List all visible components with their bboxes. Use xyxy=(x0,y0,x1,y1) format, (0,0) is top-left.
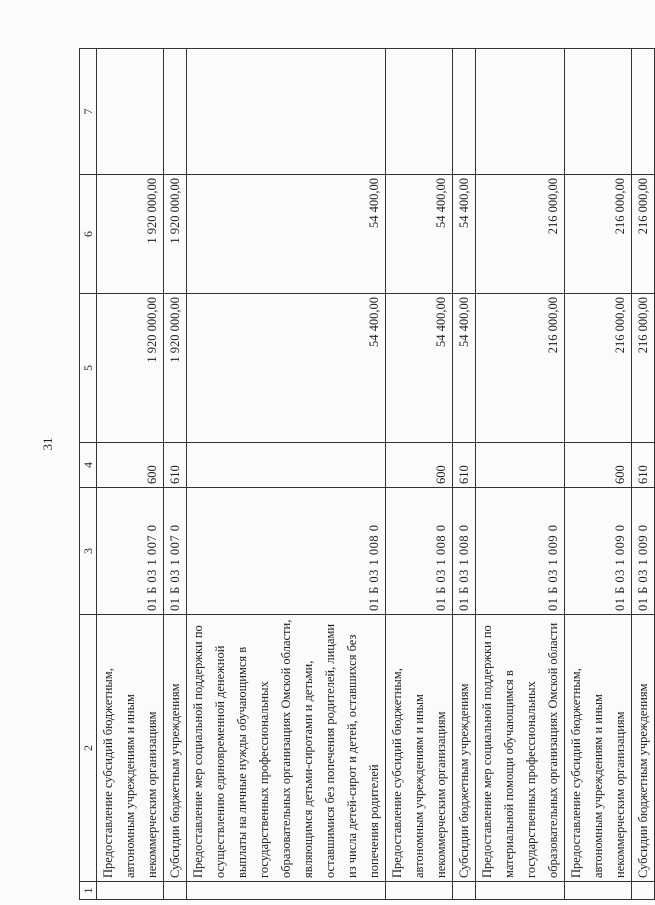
col-header-5: 5 xyxy=(80,294,97,443)
expense-type-cell: 600 xyxy=(565,443,632,488)
budget-code-cell: 01 Б 03 1 009 0 xyxy=(632,488,655,615)
expense-name-cell: Субсидии бюджетным учреждениям xyxy=(632,615,655,882)
amount-col5-cell: 216 000,00 xyxy=(565,294,632,443)
col-header-7: 7 xyxy=(80,49,97,175)
amount-col6-cell: 216 000,00 xyxy=(565,175,632,294)
amount-col6-cell: 216 000,00 xyxy=(632,175,655,294)
table-row xyxy=(187,49,386,900)
col-header-4: 4 xyxy=(80,443,97,488)
table-row xyxy=(164,49,187,900)
amount-col7-cell xyxy=(453,49,476,175)
amount-col5-cell: 216 000,00 xyxy=(632,294,655,443)
amount-col5-cell: 54 400,00 xyxy=(386,294,453,443)
budget-code-cell: 01 Б 03 1 008 0 xyxy=(187,488,386,615)
expense-type-cell: 600 xyxy=(386,443,453,488)
amount-col5-cell: 54 400,00 xyxy=(187,294,386,443)
expense-type-cell: 610 xyxy=(632,443,655,488)
expense-type-cell: 600 xyxy=(97,443,164,488)
page-number: 31 xyxy=(40,437,55,451)
budget-table xyxy=(79,48,655,900)
table-row xyxy=(565,49,632,900)
expense-type-cell: 610 xyxy=(164,443,187,488)
expense-name-cell: Предоставление субсидий бюджетным, автономным учреждениям и иным некоммерческим организациям xyxy=(565,615,632,882)
amount-col5-cell: 1 920 000,00 xyxy=(97,294,164,443)
expense-type-cell: 610 xyxy=(453,443,476,488)
col-header-3: 3 xyxy=(80,488,97,615)
header-row xyxy=(80,49,97,900)
amount-col6-cell: 216 000,00 xyxy=(476,175,565,294)
budget-code-cell: 01 Б 03 1 009 0 xyxy=(565,488,632,615)
row-number-cell xyxy=(453,882,476,900)
budget-code-cell: 01 Б 03 1 008 0 xyxy=(386,488,453,615)
budget-code-cell: 01 Б 03 1 007 0 xyxy=(97,488,164,615)
row-number-cell xyxy=(632,882,655,900)
table-row xyxy=(386,49,453,900)
expense-name-cell: Предоставление мер социальной поддержки по осуществлению единовременной денежной выплаты на личные нужды обучающимся в государственных профессиональных образовательных организациях Омской области, являющимся детьми-сиротами и детьми, оставшимися без попечения родителей, лицами из числа детей-сирот и детей, оставшихся без попечения родителей xyxy=(187,615,386,882)
amount-col5-cell: 54 400,00 xyxy=(453,294,476,443)
amount-col6-cell: 54 400,00 xyxy=(386,175,453,294)
row-number-cell xyxy=(164,882,187,900)
table-row xyxy=(632,49,655,900)
col-header-2: 2 xyxy=(80,615,97,882)
budget-code-cell: 01 Б 03 1 007 0 xyxy=(164,488,187,615)
expense-name-cell: Субсидии бюджетным учреждениям xyxy=(453,615,476,882)
amount-col5-cell: 1 920 000,00 xyxy=(164,294,187,443)
expense-name-cell: Предоставление субсидий бюджетным, автономным учреждениям и иным некоммерческим организациям xyxy=(386,615,453,882)
expense-type-cell xyxy=(187,443,386,488)
table-row xyxy=(97,49,164,900)
row-number-cell xyxy=(187,882,386,900)
expense-name-cell: Субсидии бюджетным учреждениям xyxy=(164,615,187,882)
table-row xyxy=(453,49,476,900)
amount-col6-cell: 1 920 000,00 xyxy=(164,175,187,294)
table-row xyxy=(476,49,565,900)
col-header-6: 6 xyxy=(80,175,97,294)
row-number-cell xyxy=(386,882,453,900)
expense-name-cell: Предоставление субсидий бюджетным, автономным учреждениям и иным некоммерческим организациям xyxy=(97,615,164,882)
expense-name-cell: Предоставление мер социальной поддержки по материальной помощи обучающимся в государственных профессиональных образовательных организациях Омской области xyxy=(476,615,565,882)
row-number-cell xyxy=(476,882,565,900)
expense-type-cell xyxy=(476,443,565,488)
rotated-table-wrapper xyxy=(79,70,655,900)
amount-col7-cell xyxy=(386,49,453,175)
amount-col7-cell xyxy=(97,49,164,175)
budget-code-cell: 01 Б 03 1 009 0 xyxy=(476,488,565,615)
amount-col7-cell xyxy=(632,49,655,175)
amount-col5-cell: 216 000,00 xyxy=(476,294,565,443)
amount-col7-cell xyxy=(187,49,386,175)
amount-col6-cell: 54 400,00 xyxy=(453,175,476,294)
budget-code-cell: 01 Б 03 1 008 0 xyxy=(453,488,476,615)
col-header-1: 1 xyxy=(80,882,97,900)
amount-col7-cell xyxy=(164,49,187,175)
row-number-cell xyxy=(565,882,632,900)
row-number-cell xyxy=(97,882,164,900)
amount-col7-cell xyxy=(565,49,632,175)
amount-col6-cell: 1 920 000,00 xyxy=(97,175,164,294)
amount-col6-cell: 54 400,00 xyxy=(187,175,386,294)
amount-col7-cell xyxy=(476,49,565,175)
